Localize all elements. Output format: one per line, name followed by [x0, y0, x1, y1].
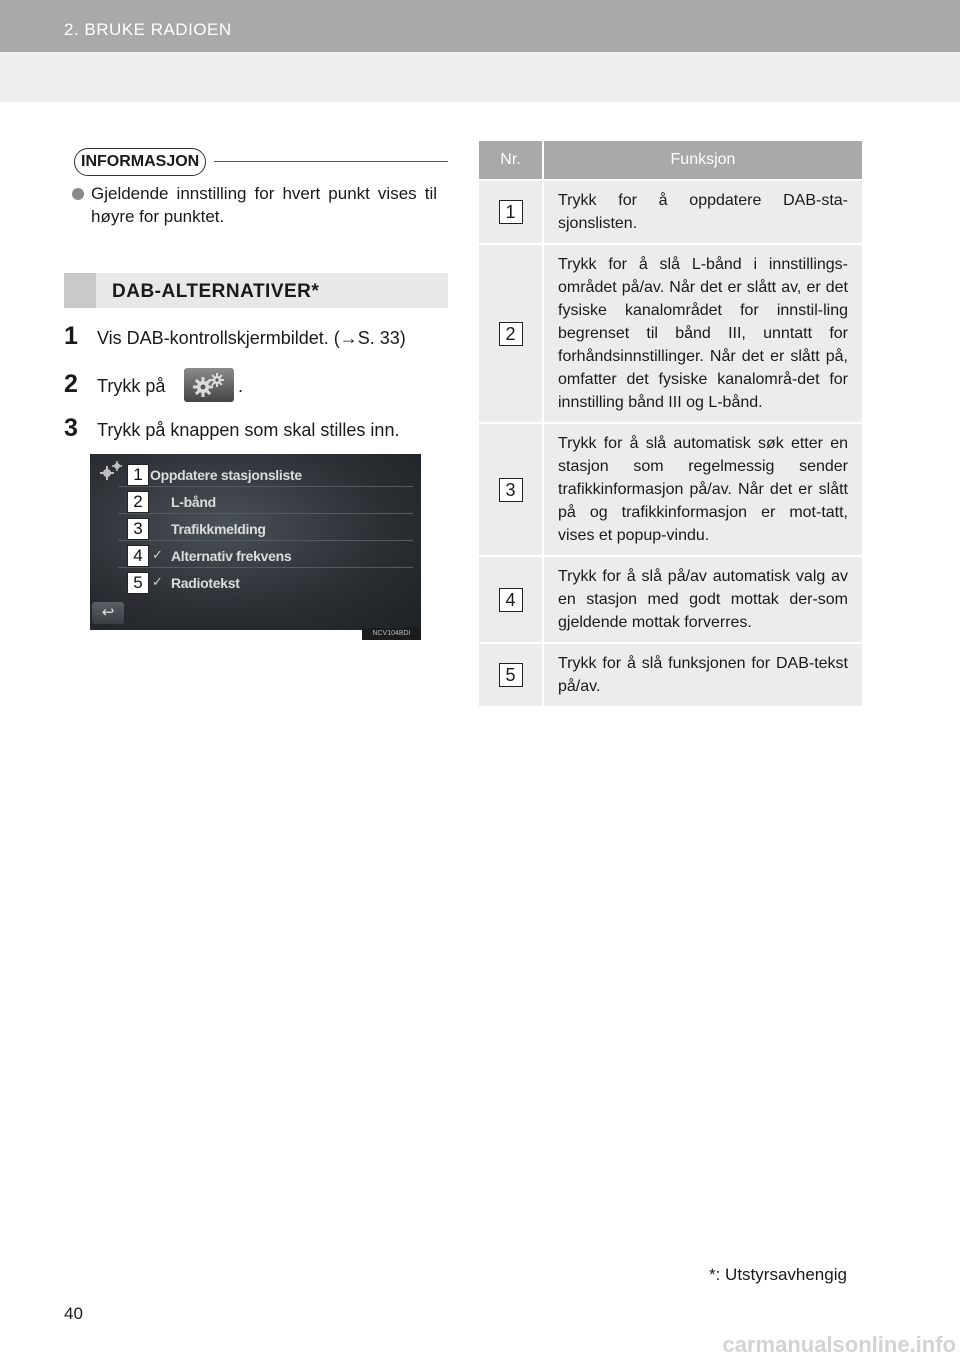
header-function: Funksjon: [543, 141, 862, 180]
nr-cell: [479, 244, 543, 423]
menu-divider: [118, 540, 413, 541]
step-2-period: .: [238, 376, 244, 396]
menu-item-radio-text[interactable]: [90, 572, 421, 596]
bullet-icon: [72, 188, 84, 200]
section-title: DAB-ALTERNATIVER*: [112, 281, 320, 302]
gear-icon: [189, 371, 229, 399]
header-nr: Nr.: [479, 141, 543, 180]
section-accent: [64, 273, 96, 308]
footnote: *: Utstyrsavhengig: [709, 1265, 847, 1284]
page-number: 40: [64, 1304, 83, 1323]
table-row: [479, 244, 862, 423]
menu-item-traffic-announcement[interactable]: [90, 518, 421, 542]
watermark: carmanualsonline.info: [722, 1332, 956, 1357]
info-badge: INFORMASJON: [74, 148, 206, 176]
menu-item-label: L-bånd: [171, 494, 216, 510]
info-rule: [214, 161, 448, 162]
step-1-text: Vis DAB-kontrollskjermbildet. (→S. 33): [97, 328, 406, 348]
menu-item-number: 1: [127, 464, 149, 486]
menu-divider: [118, 513, 413, 514]
function-description: Trykk for å slå på/av automatisk valg av en stasjon med godt mottak der-som gjeldende mottak forverres.: [558, 568, 848, 631]
menu-item-label: Radiotekst: [171, 575, 240, 591]
menu-item-number: 5: [127, 572, 149, 594]
chapter-title: 2. BRUKE RADIOEN: [64, 20, 232, 39]
nr-cell: [479, 423, 543, 556]
back-button[interactable]: [92, 602, 124, 624]
function-table: [479, 141, 862, 708]
back-icon: ↩: [101, 604, 115, 621]
nr-badge: 1: [499, 200, 523, 224]
table-row: [479, 556, 862, 643]
check-icon: ✓: [152, 547, 163, 562]
dab-options-screenshot: [90, 454, 421, 630]
step-2-number: 2: [64, 370, 78, 398]
settings-button[interactable]: [184, 368, 234, 402]
nr-cell: [479, 180, 543, 244]
function-cell: [543, 643, 862, 707]
menu-item-alternative-frequency[interactable]: [90, 545, 421, 569]
step-2-text: Trykk på: [97, 376, 166, 396]
menu-item-l-band[interactable]: [90, 491, 421, 515]
menu-item-label: Alternativ frekvens: [171, 548, 292, 564]
table-header-row: [479, 141, 862, 180]
info-text: Gjeldende innstilling for hvert punkt vises til høyre for punktet.: [91, 184, 437, 226]
function-description: Trykk for å slå funksjonen for DAB-tekst på/av.: [558, 655, 848, 695]
menu-item-number: 3: [127, 518, 149, 540]
function-cell: [543, 423, 862, 556]
step-1-number: 1: [64, 322, 78, 350]
check-icon: ✓: [152, 574, 163, 589]
table-row: [479, 643, 862, 707]
function-cell: [543, 180, 862, 244]
image-code: NCV104BDI: [362, 628, 421, 640]
nr-badge: 5: [499, 663, 523, 687]
table-row: [479, 180, 862, 244]
function-description: Trykk for å slå L-bånd i innstillings-området på/av. Når det er slått av, er det fysiske kanalområdet for innstil-ling begrenset til bånd III, unntatt for forhåndsinnstillinger. Når det er slått på, omfatter det fysiske kanalområ-det for innstilling bånd III og L-bånd.: [558, 256, 848, 411]
menu-divider: [118, 567, 413, 568]
function-description: Trykk for å oppdatere DAB-sta-sjonslisten.: [558, 192, 848, 232]
menu-divider: [118, 486, 413, 487]
nr-cell: [479, 643, 543, 707]
menu-item-number: 4: [127, 545, 149, 567]
header-band: [0, 52, 960, 102]
step-3-number: 3: [64, 414, 78, 442]
menu-item-label: Trafikkmelding: [171, 521, 266, 537]
table-row: [479, 423, 862, 556]
menu-item-label: Oppdatere stasjonsliste: [150, 467, 302, 483]
menu-item-number: 2: [127, 491, 149, 513]
nr-badge: 2: [499, 322, 523, 346]
function-description: Trykk for å slå automatisk søk etter en stasjon som regelmessig sender trafikkinformasjon på/av. Når det er slått på og trafikkinformasjon er mot-tatt, vises et popup-vindu.: [558, 435, 848, 544]
menu-item-update-station-list[interactable]: [90, 464, 421, 488]
function-cell: [543, 244, 862, 423]
nr-badge: 3: [499, 478, 523, 502]
function-cell: [543, 556, 862, 643]
step-3-text: Trykk på knappen som skal stilles inn.: [97, 420, 400, 440]
nr-badge: 4: [499, 588, 523, 612]
nr-cell: [479, 556, 543, 643]
